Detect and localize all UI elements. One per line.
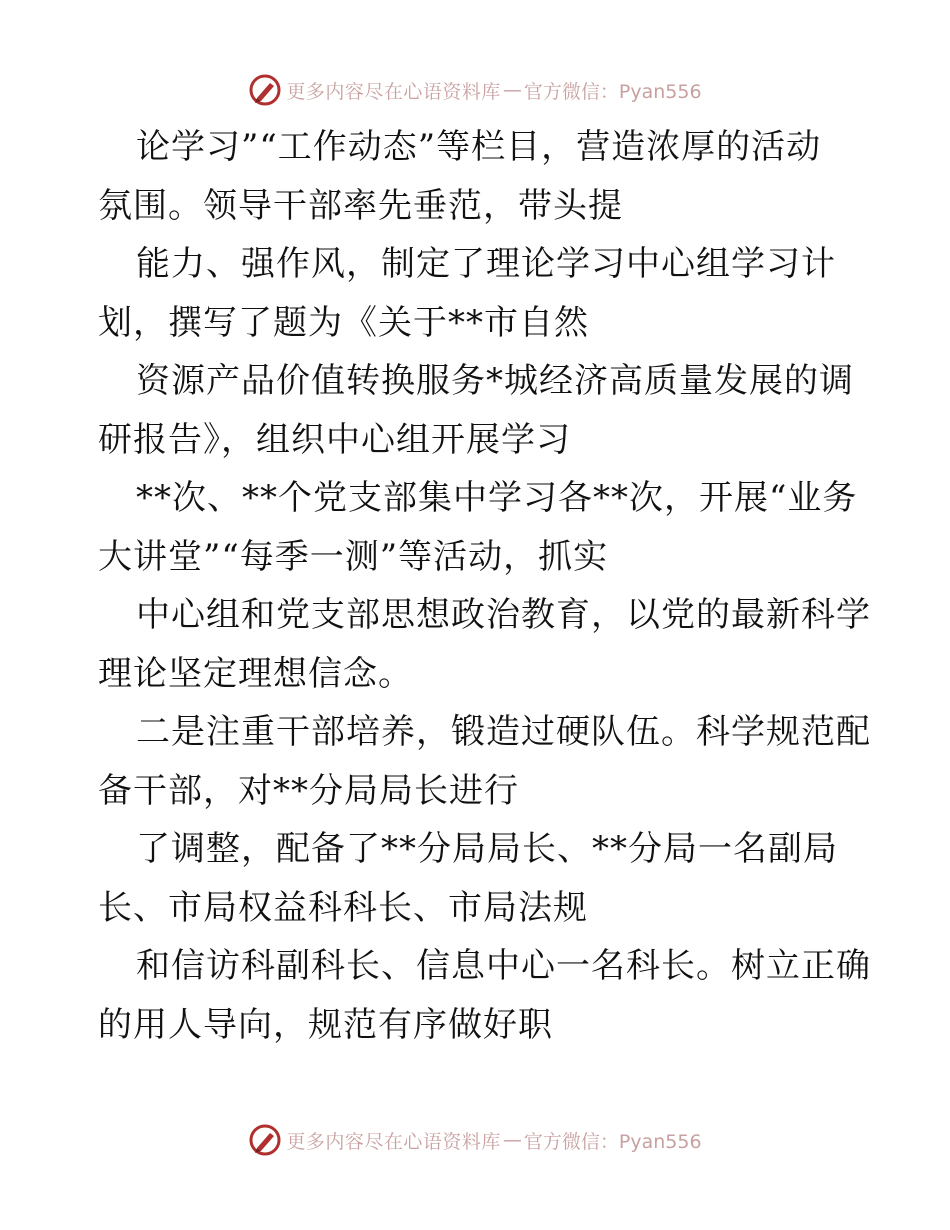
body-line: 氛围。领导干部率先垂范，带头提: [98, 185, 623, 226]
banner-text: 更多内容尽在心语资料库: [286, 80, 501, 103]
banner-wechat: 官方微信：Pyan556: [523, 1130, 702, 1153]
banner-wechat: 官方微信：Pyan556: [523, 80, 702, 103]
body-line: 划，撰写了题为《关于**市自然: [98, 302, 589, 343]
body-line: 大讲堂”“每季一测”等活动，抓实: [98, 536, 609, 577]
banner-text: 更多内容尽在心语资料库: [286, 1130, 501, 1153]
pen-circle-icon: [248, 73, 282, 107]
header-watermark-banner: [0, 68, 950, 112]
document-body: [98, 118, 871, 1054]
body-line: 能力、强作风，制定了理论学习中心组学习计: [136, 244, 836, 284]
body-line: 长、市局权益科科长、市局法规: [98, 887, 588, 928]
body-line: 论学习”“工作动态”等栏目，营造浓厚的活动: [136, 127, 822, 167]
body-line: 的用人导向，规范有序做好职: [98, 1004, 553, 1045]
body-line: **次、**个党支部集中学习各**次，开展“业务: [136, 478, 858, 518]
body-line: 了调整，配备了**分局局长、**分局一名副局: [136, 829, 838, 869]
body-line: 中心组和党支部思想政治教育，以党的最新科学: [136, 595, 871, 635]
body-line: 二是注重干部培养，锻造过硬队伍。科学规范配: [136, 712, 871, 752]
body-line: 和信访科副科长、信息中心一名科长。树立正确: [136, 946, 871, 986]
body-line: 备干部，对**分局局长进行: [98, 770, 519, 811]
banner-separator: —: [502, 79, 522, 101]
body-line: 理论坚定理想信念。: [98, 653, 413, 694]
body-line: 研报告》，组织中心组开展学习: [98, 419, 571, 460]
banner-separator: —: [502, 1129, 522, 1151]
pen-circle-icon: [248, 1123, 282, 1157]
footer-watermark-banner: [0, 1118, 950, 1162]
body-line: 资源产品价值转换服务*城经济高质量发展的调: [136, 361, 854, 401]
